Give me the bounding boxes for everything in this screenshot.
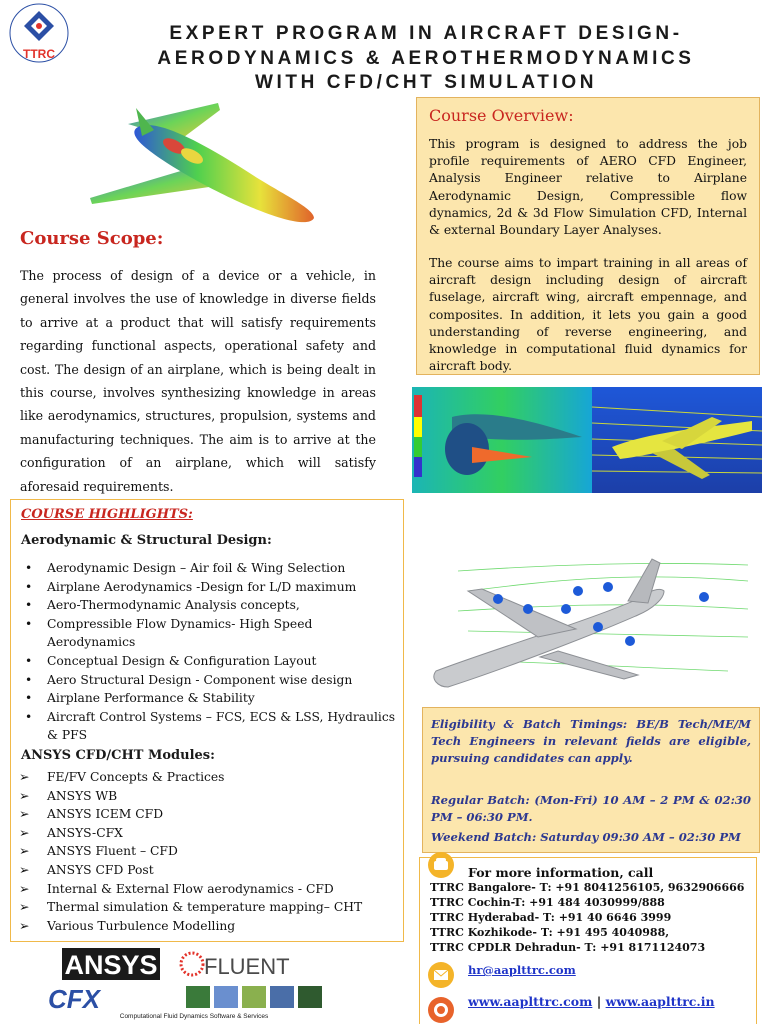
bullet-icon: • bbox=[25, 653, 33, 668]
list-item: ➢ Internal & External Flow aerodynamics - CFD bbox=[15, 880, 395, 899]
bullet-icon: • bbox=[25, 561, 33, 575]
list-item: ➢ Thermal simulation & temperature mapping– CHT bbox=[15, 898, 395, 917]
contact-line-cochin: TTRC Cochin-T: +91 484 4030999/888 bbox=[430, 896, 665, 909]
list-item: ➢ Various Turbulence Modelling bbox=[15, 917, 395, 936]
bullet-icon: • bbox=[25, 598, 33, 613]
contact-heading: For more information, call bbox=[468, 865, 654, 880]
website-link-com[interactable]: www.aaplttrc.com bbox=[468, 994, 593, 1009]
arrow-bullet-icon: ➢ bbox=[19, 788, 30, 803]
list-item: • Airplane Aerodynamics -Design for L/D maximum bbox=[21, 578, 401, 597]
course-scope-heading: Course Scope: bbox=[20, 228, 164, 249]
list-item: • Aero Structural Design - Component wise design bbox=[21, 671, 401, 690]
bullet-icon: • bbox=[25, 616, 33, 631]
page-title-line-2: AERODYNAMICS & AEROTHERMODYNAMICS bbox=[157, 48, 695, 69]
course-scope-text: The process of design of a device or a vehicle, in general involves the use of knowledge in diverse fields to arrive at a product that will satisfy requirements regarding functional aspects, operational safety and cost. The design of an airplane, which is being dealt in this course, involves synthesizing knowledge in areas like aerodynamics, structures, propulsion, systems and manufacturing techniques. The aim is to arrive at the configuration of an airplane, which will satisfy aforesaid requirements. bbox=[20, 268, 376, 494]
list-item: • Airplane Performance & Stability bbox=[21, 689, 401, 708]
ttrc-logo bbox=[6, 3, 72, 67]
list-item: • Aircraft Control Systems – FCS, ECS & LSS, Hydraulics & PFS bbox=[25, 709, 396, 743]
bullet-icon: • bbox=[25, 579, 33, 594]
phone-icon bbox=[428, 852, 454, 878]
aero-structural-design-list bbox=[21, 559, 401, 745]
arrow-bullet-icon: ➢ bbox=[19, 825, 30, 840]
list-item: ➢ ANSYS-CFX bbox=[15, 824, 395, 843]
list-item: ➢ ANSYS ICEM CFD bbox=[15, 805, 395, 824]
ansys-modules-heading: ANSYS CFD/CHT Modules: bbox=[21, 748, 215, 763]
list-item: ➢ ANSYS Fluent – CFD bbox=[15, 842, 395, 861]
course-overview-box bbox=[416, 97, 760, 375]
arrow-bullet-icon: ➢ bbox=[19, 807, 30, 822]
contact-line-hyderabad: TTRC Hyderabad- T: +91 40 6646 3999 bbox=[430, 911, 672, 924]
cfx-logo: CFX bbox=[48, 984, 100, 1014]
email-icon bbox=[428, 962, 454, 988]
contact-line-dehradun: TTRC CPDLR Dehradun- T: +91 8171124073 bbox=[430, 941, 706, 954]
list-item: • Conceptual Design & Configuration Layout bbox=[21, 652, 401, 671]
list-item: ➢ ANSYS CFD Post bbox=[15, 861, 395, 880]
ansys-modules-list bbox=[15, 768, 395, 935]
regular-batch-text: Regular Batch: (Mon-Fri) 10 AM – 2 PM & 02:30 PM – 06:30 PM. bbox=[431, 793, 751, 824]
course-highlights-box bbox=[10, 499, 404, 942]
weekend-batch-text: Weekend Batch: Saturday 09:30 AM – 02:30 PM bbox=[431, 830, 741, 844]
software-logos bbox=[44, 946, 360, 1022]
airplane-streamlines-render bbox=[428, 551, 758, 701]
eligibility-text: Eligibility & Batch Timings: BE/B Tech/ME/M Tech Engineers in relevant fields are eligible, pursuing candidates can apply. bbox=[431, 717, 751, 765]
course-highlights-heading: COURSE HIGHLIGHTS: bbox=[21, 507, 193, 522]
page-title-line-3: WITH CFD/CHT SIMULATION bbox=[254, 72, 598, 93]
arrow-bullet-icon: ➢ bbox=[19, 770, 30, 784]
contact-box bbox=[419, 857, 757, 1024]
bullet-icon: • bbox=[25, 709, 33, 724]
fluent-logo: FLUENT bbox=[204, 954, 290, 979]
link-separator: | bbox=[592, 994, 606, 1009]
arrow-bullet-icon: ➢ bbox=[19, 844, 30, 859]
aero-structural-design-heading: Aerodynamic & Structural Design: bbox=[21, 533, 272, 548]
web-icon bbox=[428, 997, 454, 1023]
bullet-icon: • bbox=[25, 672, 33, 687]
list-item: • Aerodynamic Design – Air foil & Wing Selection bbox=[21, 559, 401, 578]
list-item: ➢ ANSYS WB bbox=[15, 787, 395, 806]
arrow-bullet-icon: ➢ bbox=[19, 900, 30, 915]
contact-line-bangalore: TTRC Bangalore- T: +91 8041256105, 9632906666 bbox=[430, 881, 745, 894]
email-link[interactable]: hr@aaplttrc.com bbox=[468, 963, 576, 977]
course-overview-paragraph-2: The course aims to impart training in all areas of aircraft design including design of aircraft fuselage, aircraft wing, aircraft empennage, and composites. In addition, it lets you gain a good understanding of reverse engineering, and knowledge in computational fluid dynamics for aircraft body. bbox=[429, 256, 747, 374]
website-link-in[interactable]: www.aaplttrc.in bbox=[605, 994, 715, 1009]
arrow-bullet-icon: ➢ bbox=[19, 881, 30, 896]
cfd-simulation-images bbox=[412, 387, 762, 493]
list-item: ➢ FE/FV Concepts & Practices bbox=[15, 768, 395, 787]
arrow-bullet-icon: ➢ bbox=[19, 862, 30, 877]
page-title-line-1: EXPERT PROGRAM IN AIRCRAFT DESIGN- bbox=[169, 23, 683, 44]
bullet-icon: • bbox=[25, 691, 33, 706]
ansys-logo: ANSYS bbox=[64, 950, 158, 980]
course-overview-paragraph-1: This program is designed to address the job profile requirements of AERO CFD Engineer, Analysis Engineer relative to Airplane Aerodynamic Design, Compressible flow dynamics, 2d & 3d Flow Simulation CFD, Internal & external Boundary Layer Analyses. bbox=[429, 137, 747, 238]
web-links bbox=[468, 994, 715, 1009]
cfx-caption: Computational Fluid Dynamics Software & Services bbox=[119, 1013, 269, 1020]
list-item: • Compressible Flow Dynamics- High Speed Aerodynamics bbox=[25, 616, 313, 650]
list-item: • Aero-Thermodynamic Analysis concepts, bbox=[21, 596, 401, 615]
contact-line-kozhikode: TTRC Kozhikode- T: +91 495 4040988, bbox=[430, 926, 670, 939]
logo-text: TTRC bbox=[23, 47, 55, 61]
arrow-bullet-icon: ➢ bbox=[19, 918, 30, 933]
course-overview-heading: Course Overview: bbox=[429, 106, 574, 125]
eligibility-box bbox=[422, 707, 760, 853]
airplane-cfd-render bbox=[88, 100, 318, 228]
